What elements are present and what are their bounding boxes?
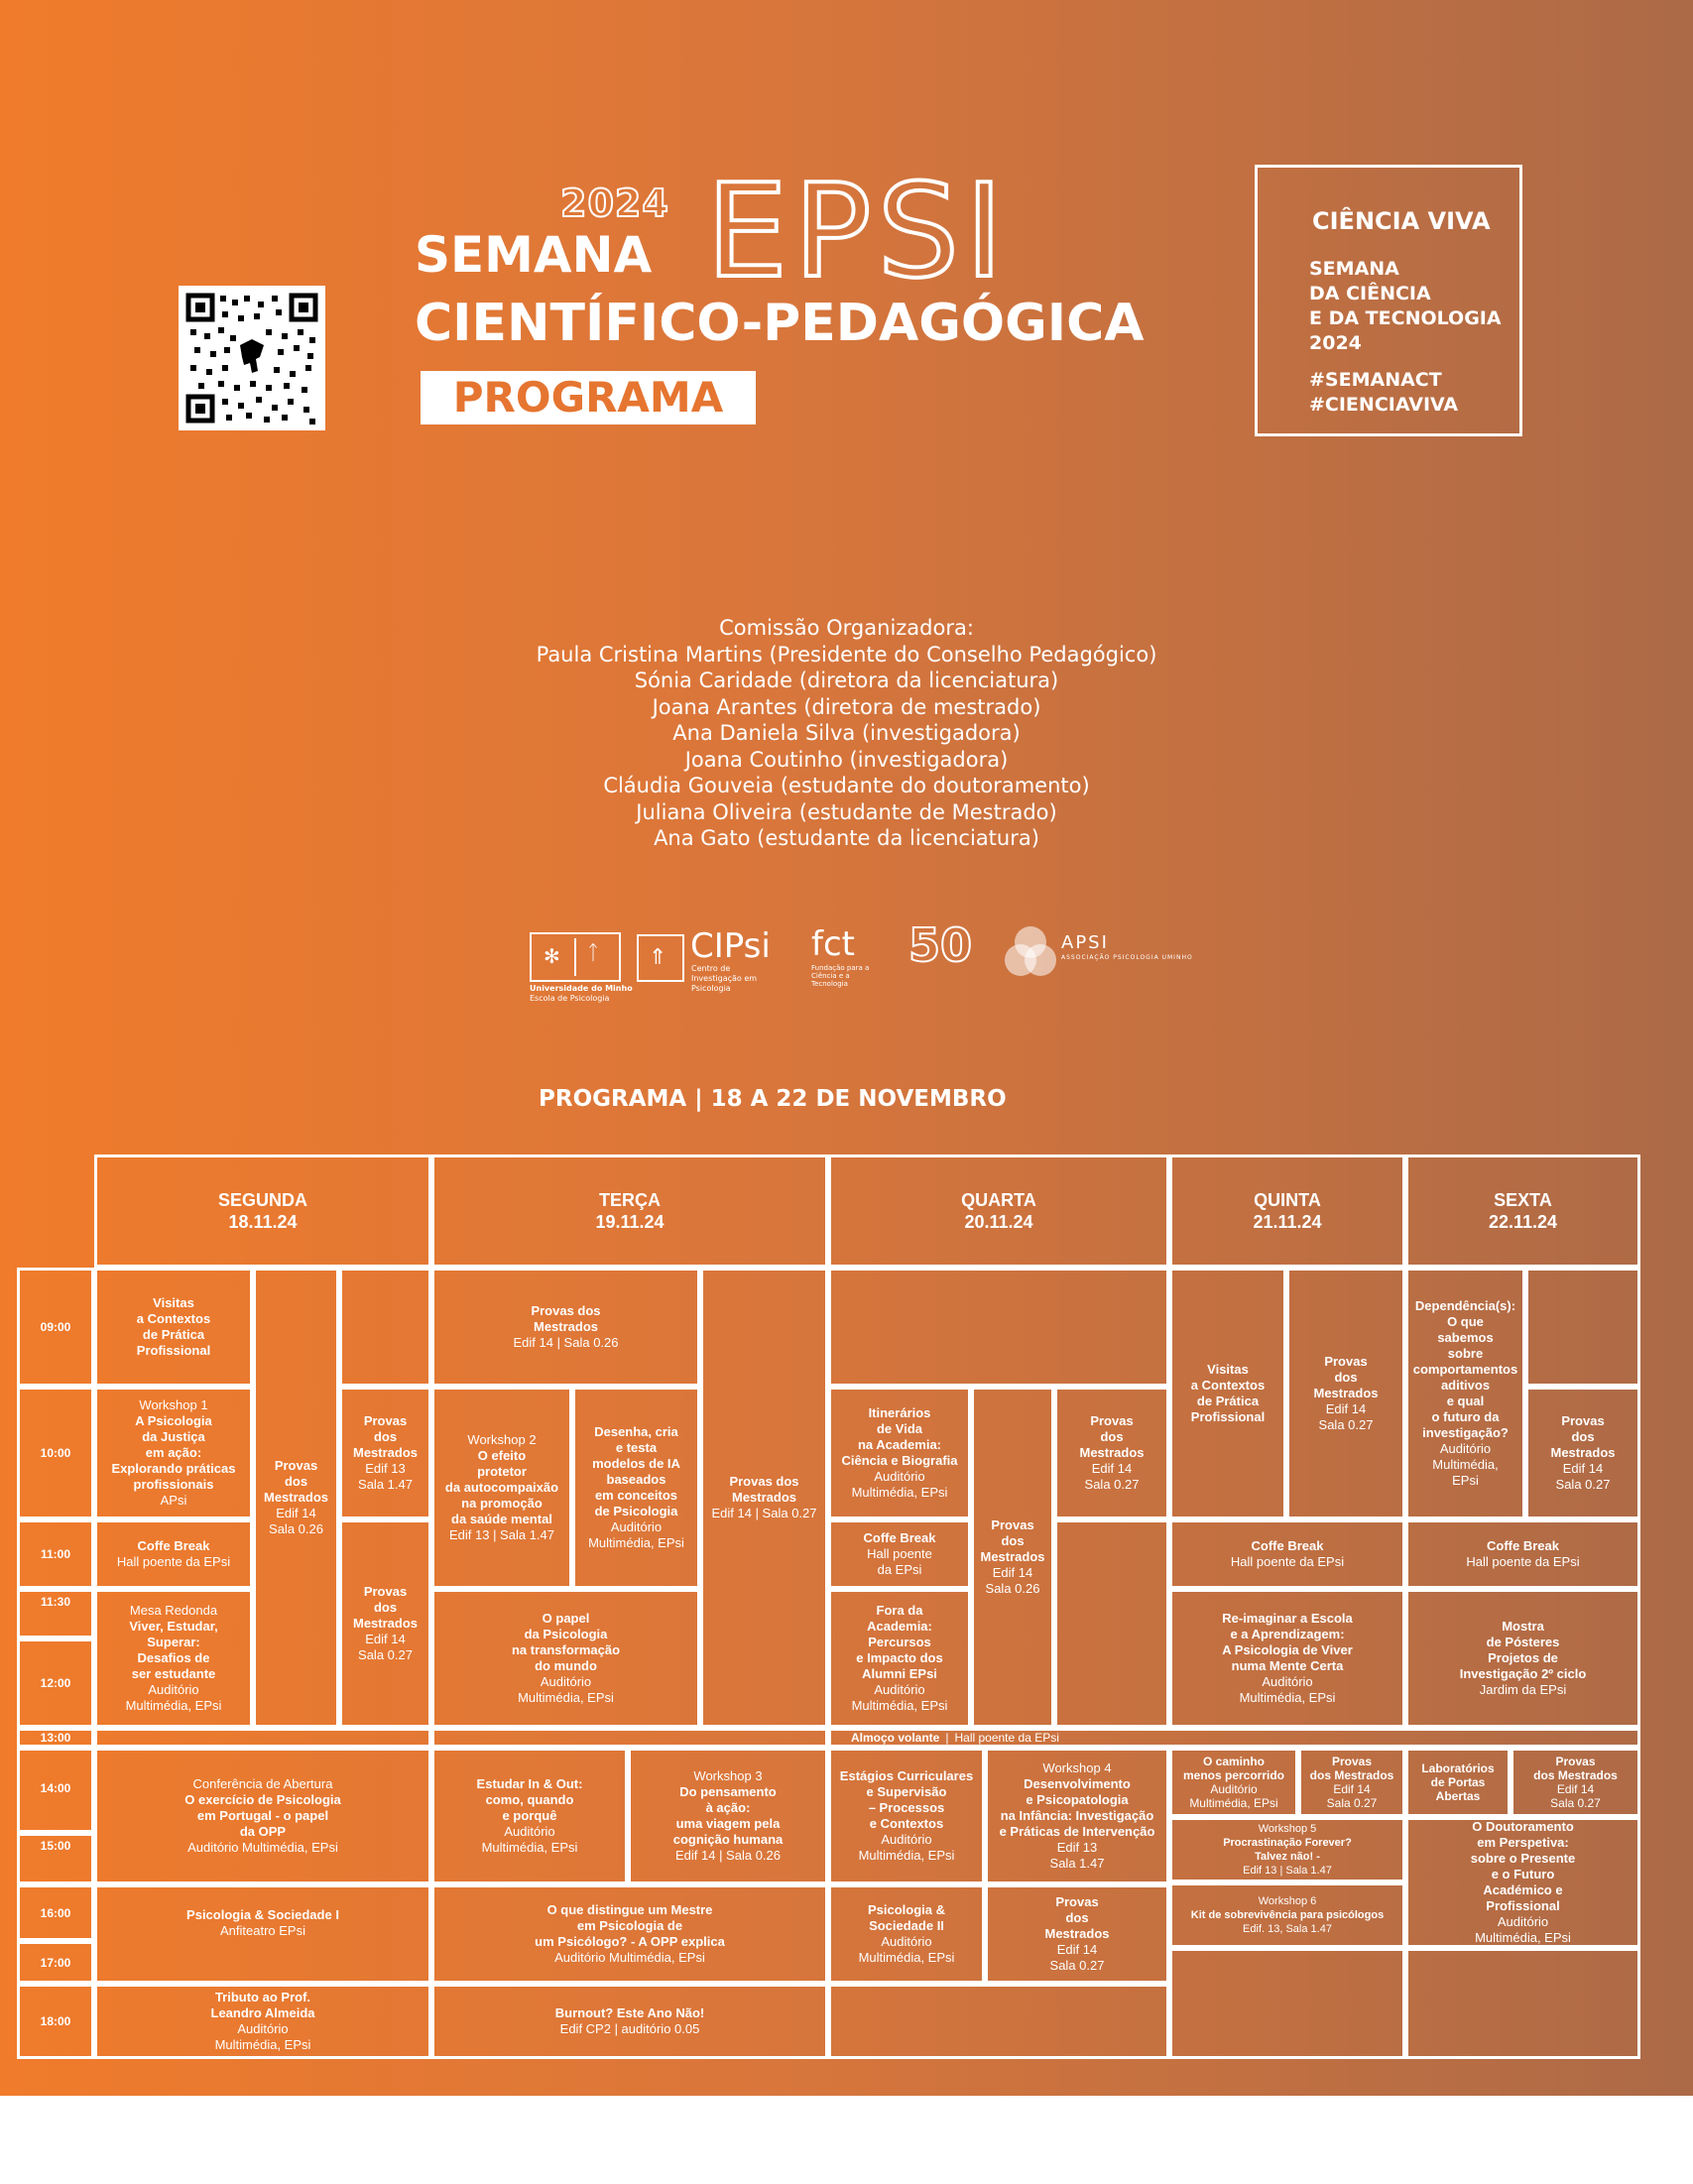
event-year: 2024 bbox=[560, 182, 669, 225]
event-dependencias[interactable]: Dependência(s): O que sabemos sobre comportamentos aditivos e qual o futuro da investigação? Auditório Multimédia, EPsi bbox=[1405, 1268, 1525, 1519]
uminho-logo bbox=[530, 932, 621, 982]
event-workshop-5[interactable]: Workshop 5 Procrastinação Forever? Talvez não! - Edif 13 | Sala 1.47 bbox=[1169, 1817, 1405, 1882]
day-header-sexta: SEXTA 22.11.24 bbox=[1405, 1154, 1640, 1268]
event-almoco-volante[interactable]: Almoço volante | Hall poente da EPsi bbox=[828, 1728, 1640, 1748]
event-coffee-break[interactable]: Coffe Break Hall poente da EPsi bbox=[94, 1519, 253, 1589]
time-slot: 11:30 bbox=[17, 1589, 94, 1638]
day-header-segunda: SEGUNDA 18.11.24 bbox=[94, 1154, 431, 1268]
event-workshop-6[interactable]: Workshop 6 Kit de sobrevivência para psicólogos Edif. 13, Sala 1.47 bbox=[1169, 1882, 1405, 1948]
empty-slot bbox=[339, 1268, 431, 1387]
event-visitas-contextos[interactable]: Visitas a Contextos de Prática Profissional bbox=[1169, 1268, 1286, 1519]
event-estagios-curriculares[interactable]: Estágios Curriculares e Supervisão – Processos e Contextos Auditório Multimédia, EPsi bbox=[828, 1748, 985, 1884]
day-header-terca: TERÇA 19.11.24 bbox=[431, 1154, 828, 1268]
event-provas-mestrados[interactable]: Provas dos Mestrados Edif 14 Sala 0.27 bbox=[1525, 1387, 1640, 1519]
event-o-que-distingue-mestre[interactable]: O que distingue um Mestre em Psicologia de um Psicólogo? - A OPP explica Auditório Multimédia, EPsi bbox=[431, 1884, 828, 1984]
committee-member: Cláudia Gouveia (estudante do doutoramento) bbox=[603, 774, 1090, 797]
event-visitas-contextos[interactable]: Visitas a Contextos de Prática Profissional bbox=[94, 1268, 253, 1387]
fct-logo: fct bbox=[811, 924, 855, 964]
day-header-quarta: QUARTA 20.11.24 bbox=[828, 1154, 1169, 1268]
empty-slot bbox=[1054, 1519, 1169, 1728]
event-provas-mestrados[interactable]: Provas dos Mestrados Edif 14 | Sala 0.27 bbox=[700, 1268, 828, 1728]
cipsi-mark-icon: ⇑ bbox=[637, 934, 684, 982]
committee-member: Joana Coutinho (investigadora) bbox=[684, 747, 1009, 772]
event-mostra-posteres[interactable]: Mostra de Pósteres Projetos de Investigação 2º ciclo Jardim da EPsi bbox=[1405, 1589, 1640, 1728]
event-provas-mestrados[interactable]: Provas dos Mestrados Edif 13 Sala 1.47 bbox=[339, 1387, 431, 1519]
event-coffee-break[interactable]: Coffe Break Hall poente da EPsi bbox=[1405, 1519, 1640, 1589]
cipsi-caption: Centro de Investigação em Psicologia bbox=[691, 964, 758, 993]
cv-line: 2024 bbox=[1309, 332, 1362, 354]
event-provas-mestrados[interactable]: Provas dos Mestrados Edif 14 Sala 0.27 bbox=[985, 1884, 1169, 1984]
event-provas-mestrados[interactable]: Provas dos Mestrados Edif 14 Sala 0.27 bbox=[339, 1519, 431, 1728]
committee-member: Ana Gato (estudante da licenciatura) bbox=[654, 826, 1039, 850]
time-slot: 14:00 bbox=[17, 1748, 94, 1833]
committee-member: Ana Daniela Silva (investigadora) bbox=[672, 721, 1021, 745]
title-semana: SEMANA bbox=[415, 226, 653, 284]
empty-slot bbox=[1405, 1948, 1640, 2059]
cv-hashtag[interactable]: #SEMANACT bbox=[1309, 369, 1442, 391]
cv-line: DA CIÊNCIA bbox=[1309, 283, 1431, 304]
event-provas-mestrados[interactable]: Provas dos Mestrados Edif 14 Sala 0.27 bbox=[1511, 1748, 1640, 1817]
time-slot: 13:00 bbox=[17, 1728, 94, 1748]
event-provas-mestrados[interactable]: Provas dos Mestrados Edif 14 Sala 0.26 bbox=[971, 1387, 1054, 1728]
organizing-committee bbox=[0, 615, 1693, 852]
qr-code[interactable] bbox=[179, 286, 325, 430]
event-tributo-leandro-almeida[interactable]: Tributo ao Prof. Leandro Almeida Auditório Multimédia, EPsi bbox=[94, 1984, 431, 2059]
time-slot: 15:00 bbox=[17, 1833, 94, 1884]
event-workshop-4[interactable]: Workshop 4 Desenvolvimento e Psicopatologia na Infância: Investigação e Práticas de Intervenção Edif 13 Sala 1.47 bbox=[985, 1748, 1169, 1884]
cv-line: SEMANA bbox=[1309, 258, 1399, 280]
apsi-caption: ASSOCIAÇÃO PSICOLOGIA UMINHO bbox=[1061, 954, 1193, 961]
uminho-school: Escola de Psicologia bbox=[530, 994, 610, 1003]
time-slot: 09:00 bbox=[17, 1268, 94, 1387]
event-provas-mestrados[interactable]: Provas dos Mestrados Edif 14 Sala 0.27 bbox=[1054, 1387, 1169, 1519]
event-psicologia-sociedade-1[interactable]: Psicologia & Sociedade I Anfiteatro EPsi bbox=[94, 1884, 431, 1984]
qr-code-icon bbox=[179, 286, 325, 430]
empty-slot bbox=[828, 1984, 1169, 2059]
fct-caption: Fundação para a Ciência e a Tecnologia bbox=[811, 964, 870, 988]
committee-member: Paula Cristina Martins (Presidente do Conselho Pedagógico) bbox=[536, 642, 1157, 667]
time-slot: 12:00 bbox=[17, 1638, 94, 1728]
event-mesa-redonda[interactable]: Mesa Redonda Viver, Estudar, Superar: Desafios de ser estudante Auditório Multimédia, EPsi bbox=[94, 1589, 253, 1728]
empty-slot bbox=[1169, 1948, 1405, 2059]
title-epsi-logo: EPSI bbox=[706, 156, 1010, 306]
time-slot: 16:00 bbox=[17, 1884, 94, 1941]
schedule-heading: PROGRAMA | 18 A 22 DE NOVEMBRO bbox=[539, 1086, 1007, 1112]
title-cientifico-pedagogica: CIENTÍFICO-PEDAGÓGICA bbox=[415, 294, 1145, 353]
asterisk-icon: ✻ bbox=[544, 946, 560, 968]
apsi-logo: APSI bbox=[1061, 932, 1109, 953]
empty-slot bbox=[1525, 1268, 1640, 1387]
programa-label: PROGRAMA bbox=[421, 371, 756, 425]
time-slot: 18:00 bbox=[17, 1984, 94, 2059]
event-reimaginar-escola[interactable]: Re-imaginar a Escola e a Aprendizagem: A Psicologia de Viver numa Mente Certa Auditório Multimédia, EPsi bbox=[1169, 1589, 1405, 1728]
event-estudar-in-out[interactable]: Estudar In & Out: como, quando e porquê Auditório Multimédia, EPsi bbox=[431, 1748, 628, 1884]
event-doutoramento-perspetiva[interactable]: O Doutoramento em Perspetiva: sobre o Presente e o Futuro Académico e Profissional Auditório Multimédia, EPsi bbox=[1405, 1817, 1640, 1948]
ciencia-viva-logo: CIÊNCIA VIVA bbox=[1312, 207, 1491, 235]
committee-member: Sónia Caridade (diretora da licenciatura) bbox=[634, 668, 1059, 692]
event-provas-mestrados[interactable]: Provas dos Mestrados Edif 14 Sala 0.27 bbox=[1298, 1748, 1405, 1817]
event-conferencia-abertura[interactable]: Conferência de Abertura O exercício de Psicologia em Portugal - o papel da OPP Auditório Multimédia, EPsi bbox=[94, 1748, 431, 1884]
event-burnout[interactable]: Burnout? Este Ano Não! Edif CP2 | auditório 0.05 bbox=[431, 1984, 828, 2059]
event-workshop-3[interactable]: Workshop 3 Do pensamento à ação: uma viagem pela cognição humana Edif 14 | Sala 0.26 bbox=[628, 1748, 828, 1884]
uminho-caption bbox=[530, 984, 633, 1004]
fifty-years-logo: 50 bbox=[908, 918, 973, 972]
event-caminho-menos-percorrido[interactable]: O caminho menos percorrido Auditório Multimédia, EPsi bbox=[1169, 1748, 1298, 1817]
day-header-quinta: QUINTA 21.11.24 bbox=[1169, 1154, 1405, 1268]
cv-line: E DA TECNOLOGIA bbox=[1309, 307, 1502, 329]
cv-hashtag[interactable]: #CIENCIAVIVA bbox=[1309, 394, 1459, 416]
event-provas-mestrados[interactable]: Provas dos Mestrados Edif 14 Sala 0.26 bbox=[253, 1268, 339, 1728]
apsi-circles-icon bbox=[1004, 924, 1057, 980]
event-itinerarios-de-vida[interactable]: Itinerários de Vida na Academia: Ciência e Biografia Auditório Multimédia, EPsi bbox=[828, 1387, 971, 1519]
event-workshop-1[interactable]: Workshop 1 A Psicologia da Justiça em ação: Explorando práticas profissionais APsi bbox=[94, 1387, 253, 1519]
time-slot: 17:00 bbox=[17, 1941, 94, 1984]
event-coffee-break[interactable]: Coffe Break Hall poente da EPsi bbox=[1169, 1519, 1405, 1589]
committee-member: Juliana Oliveira (estudante de Mestrado) bbox=[636, 799, 1057, 824]
committee-title: Comissão Organizadora: bbox=[719, 616, 974, 640]
event-laboratorios-portas-abertas[interactable]: Laboratórios de Portas Abertas bbox=[1405, 1748, 1511, 1817]
time-slot: 10:00 bbox=[17, 1387, 94, 1519]
ciencia-viva-text bbox=[1309, 257, 1502, 418]
event-coffee-break[interactable]: Coffe Break Hall poente da EPsi bbox=[828, 1519, 971, 1589]
lunch-row-empty bbox=[431, 1728, 828, 1748]
committee-member: Joana Arantes (diretora de mestrado) bbox=[652, 694, 1041, 719]
event-provas-mestrados[interactable]: Provas dos Mestrados Edif 14 | Sala 0.26 bbox=[431, 1268, 700, 1387]
time-slot: 11:00 bbox=[17, 1519, 94, 1589]
event-provas-mestrados[interactable]: Provas dos Mestrados Edif 14 Sala 0.27 bbox=[1286, 1268, 1405, 1519]
event-papel-psicologia[interactable]: O papel da Psicologia na transformação do mundo Auditório Multimédia, EPsi bbox=[431, 1589, 700, 1728]
event-workshop-2[interactable]: Workshop 2 O efeito protetor da autocompaixão na promoção da saúde mental Edif 13 | Sala 1.47 bbox=[431, 1387, 572, 1589]
event-fora-da-academia[interactable]: Fora da Academia: Percursos e Impacto dos Alumni EPsi Auditório Multimédia, EPsi bbox=[828, 1589, 971, 1728]
ciencia-viva-box bbox=[1255, 165, 1522, 436]
event-desenha-cria-ia[interactable]: Desenha, cria e testa modelos de IA baseados em conceitos de Psicologia Auditório Multimédia, EPsi bbox=[572, 1387, 700, 1589]
uminho-name: Universidade do Minho bbox=[530, 984, 633, 993]
cipsi-logo: CIPsi bbox=[690, 926, 771, 966]
event-psicologia-sociedade-2[interactable]: Psicologia & Sociedade II Auditório Multimédia, EPsi bbox=[828, 1884, 985, 1984]
lunch-row-empty bbox=[94, 1728, 431, 1748]
crest-icon: ᛏ bbox=[587, 942, 599, 964]
empty-slot bbox=[828, 1268, 1169, 1387]
